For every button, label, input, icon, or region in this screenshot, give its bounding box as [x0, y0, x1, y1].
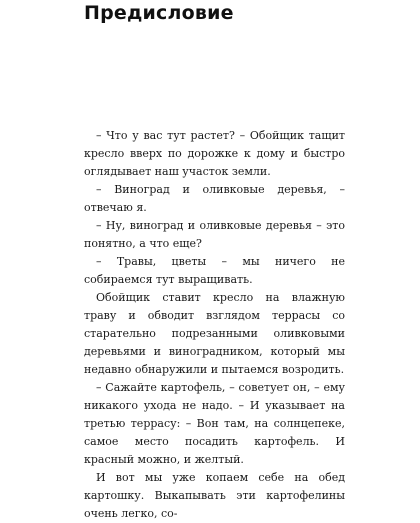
paragraph: – Что у вас тут растет? – Обойщик тащит кресло вверх по дорожке к дому и быстро оглядывает наш участок земли. — [84, 129, 345, 178]
paragraph: – Сажайте картофель, – советует он, – ему никакого ухода не надо. – И указывает на третью террасу: – Вон там, на солнцепеке, самое место посадить картофель. И красный можно, и желтый. — [84, 381, 345, 466]
paragraph: – Виноград и оливковые деревья, – отвечаю я. — [84, 183, 345, 214]
paragraph: Обойщик ставит кресло на влажную траву и обводит взглядом террасы со старательно подрезанными оливковыми деревьями и виноградником, который мы недавно обнаружили и пытаемся возродить. — [84, 291, 345, 376]
paragraph: И вот мы уже копаем себе на обед картошку. Выкапывать эти картофелины очень легко, со- — [84, 471, 345, 520]
paragraph: – Ну, виноград и оливковые деревья – это понятно, а что еще? — [84, 219, 345, 250]
paragraph: – Травы, цветы – мы ничего не собираемся тут выращивать. — [84, 255, 345, 286]
chapter-heading: Предисловие — [84, 2, 234, 24]
body-text — [84, 127, 345, 523]
